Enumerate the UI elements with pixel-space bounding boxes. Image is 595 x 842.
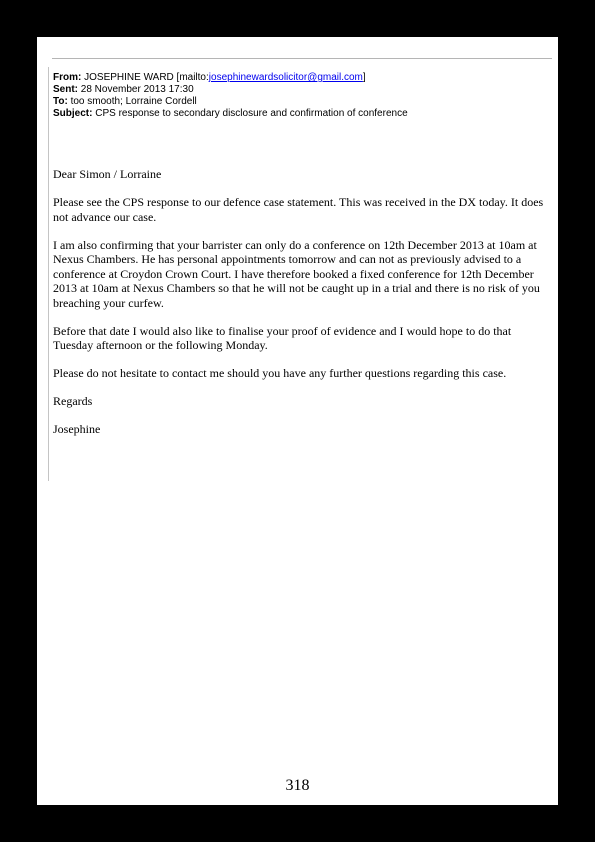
to-row — [53, 96, 553, 108]
from-close: ] — [362, 72, 366, 83]
from-email-link[interactable]: josephinewardsolicitor@gmail.com — [208, 72, 363, 83]
body-paragraph: Before that date I would also like to finalise your proof of evidence and I would hope to do that Tuesday afternoon or the following Monday. — [53, 323, 512, 352]
body-paragraph: I am also confirming that your barrister can only do a conference on 12th December 2013 at 10am at Nexus Chambers. He has personal appointments tomorrow and can not as previously advised to a conference at Croydon Crown Court. I have therefore booked a fixed conference for 12th December 2013 at 10am at Nexus Chambers so that he will not be caught up in a trial and there is no risk of you breaching your curfew. — [53, 237, 540, 310]
email-body — [53, 167, 547, 450]
body-paragraph: Please see the CPS response to our defence case statement. This was received in the DX today. It does not advance our case. — [53, 195, 544, 224]
subject-row — [53, 108, 553, 120]
quote-bar — [48, 67, 49, 481]
from-row — [53, 72, 553, 84]
salutation: Dear Simon / Lorraine — [53, 167, 162, 181]
to-label: To: — [53, 96, 68, 107]
subject-value: CPS response to secondary disclosure and confirmation of conference — [95, 108, 408, 119]
from-name: JOSEPHINE WARD [mailto: — [84, 72, 209, 83]
from-label: From: — [53, 72, 82, 83]
sent-label: Sent: — [53, 84, 78, 95]
signature: Josephine — [53, 422, 101, 436]
document-page — [37, 37, 558, 805]
subject-label: Subject: — [53, 108, 93, 119]
header-divider — [52, 58, 552, 59]
closing: Regards — [53, 394, 93, 408]
email-header — [53, 72, 553, 120]
sent-value: 28 November 2013 17:30 — [80, 84, 194, 95]
to-value: too smooth; Lorraine Cordell — [70, 96, 197, 107]
sent-row — [53, 84, 553, 96]
page-number: 318 — [285, 777, 310, 794]
body-paragraph: Please do not hesitate to contact me should you have any further questions regarding this case. — [53, 366, 507, 380]
